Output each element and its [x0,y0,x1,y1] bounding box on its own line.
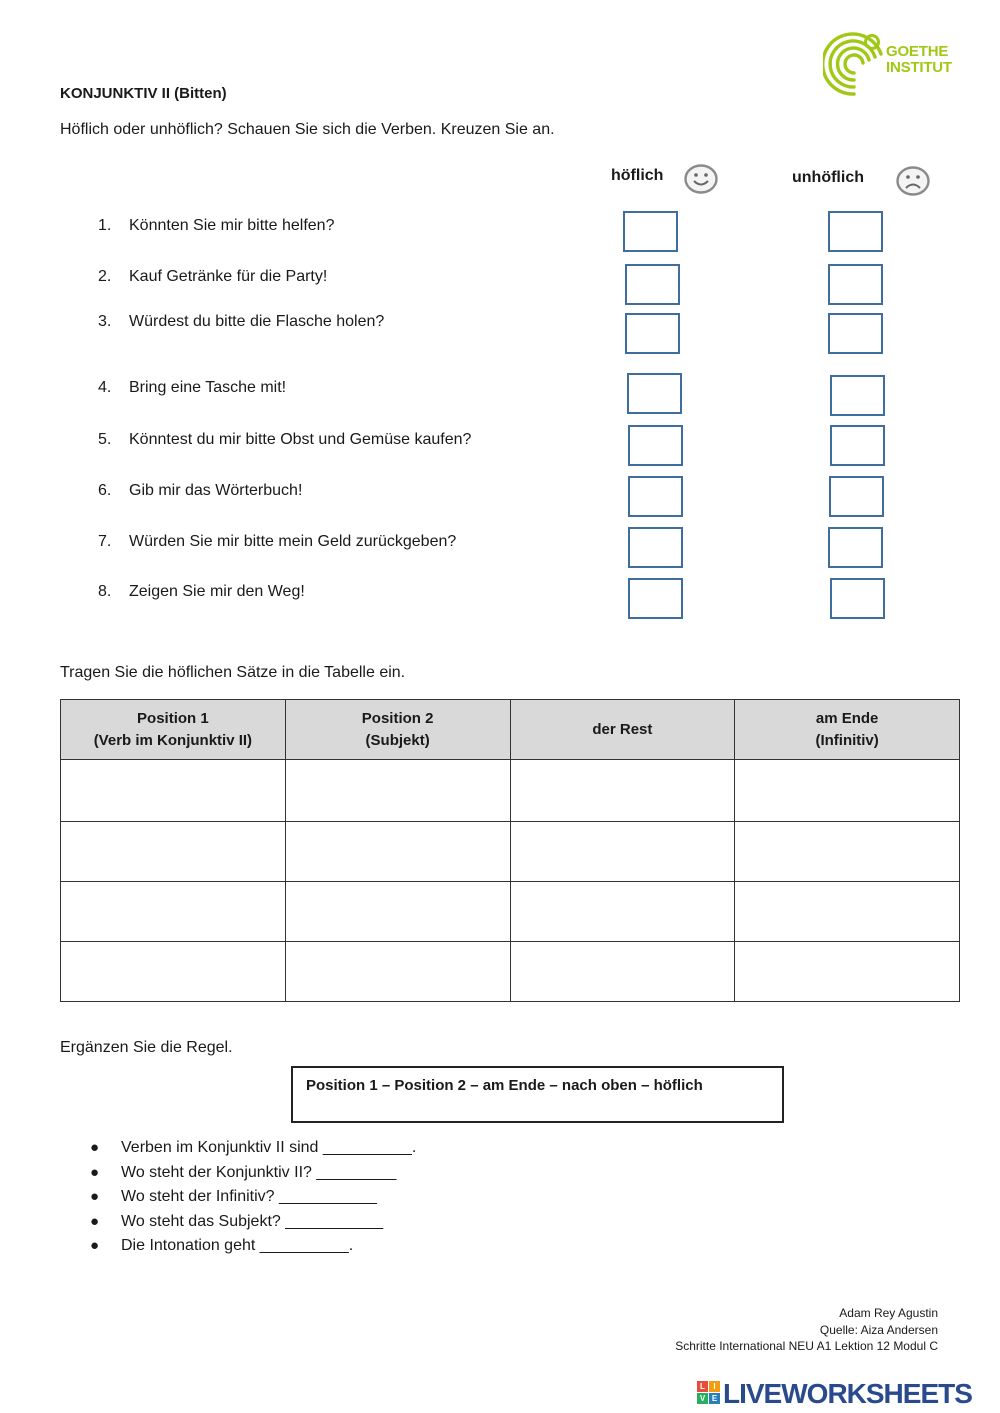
table-cell-input[interactable] [61,942,286,1002]
header-line: Position 1 [137,709,209,727]
rule-item[interactable] [90,1137,416,1162]
rule-item[interactable] [90,1162,416,1187]
rule-item[interactable] [90,1211,416,1236]
badge-letter: V [697,1393,708,1404]
header-line: (Subjekt) [365,731,430,749]
smiley-face-icon [683,163,719,195]
column-label-polite: höflich [611,167,664,184]
bullet-icon: ● [90,1212,100,1230]
rule-item[interactable] [90,1235,416,1260]
header-position-2 [285,700,510,760]
header-line: (Infinitiv) [815,731,879,749]
rule-list [90,1137,416,1260]
checkbox-polite-3[interactable] [625,313,680,354]
item-number: 8. [98,583,112,600]
bullet-icon: ● [90,1139,100,1156]
table-row [61,942,960,1002]
item-text: Gib mir das Wörterbuch! [129,482,303,499]
liveworksheets-badge-icon [697,1381,721,1405]
bullet-icon: ● [90,1237,100,1254]
exercise-item-8 [98,583,305,601]
item-number: 1. [98,217,112,234]
checkbox-impolite-2[interactable] [828,264,883,305]
table-cell-input[interactable] [61,760,286,822]
item-number: 2. [98,268,112,285]
checkbox-polite-7[interactable] [628,527,683,568]
badge-letter: E [709,1393,720,1404]
credit-source: Quelle: Aiza Andersen [819,1322,938,1337]
table-cell-input[interactable] [735,942,960,1002]
exercise-item-1 [98,217,334,235]
item-text: Könnten Sie mir bitte helfen? [129,217,335,234]
instruction-rule: Ergänzen Sie die Regel. [60,1039,233,1056]
table-cell-input[interactable] [510,760,735,822]
header-line: am Ende [815,709,879,727]
checkbox-impolite-4[interactable] [830,375,885,416]
logo-text [886,44,952,76]
table-cell-input[interactable] [510,822,735,882]
header-position-1 [61,700,286,760]
sentence-table [60,699,960,1002]
checkbox-impolite-3[interactable] [828,313,883,354]
item-text: Würden Sie mir bitte mein Geld zurückgeben? [129,533,457,550]
table-cell-input[interactable] [735,822,960,882]
table-row [61,822,960,882]
goethe-spiral-icon [823,30,885,98]
table-cell-input[interactable] [285,760,510,822]
item-text: Würdest du bitte die Flasche holen? [129,313,385,330]
worksheet-title: KONJUNKTIV II (Bitten) [60,85,227,102]
exercise-item-5 [98,431,471,449]
header-rest [510,700,735,760]
rule-text: Verben im Konjunktiv II sind __________. [121,1139,417,1156]
rule-text: Wo steht das Subjekt? ___________ [121,1212,384,1230]
checkbox-impolite-8[interactable] [830,578,885,619]
table-row [61,760,960,822]
instruction-crosses: Höflich oder unhöflich? Schauen Sie sich die Verben. Kreuzen Sie an. [60,121,555,138]
bullet-icon: ● [90,1188,100,1205]
goethe-institut-logo [823,30,953,98]
checkbox-polite-6[interactable] [628,476,683,517]
exercise-item-6 [98,482,302,500]
checkbox-polite-5[interactable] [628,425,683,466]
credits [675,1305,938,1355]
item-text: Bring eine Tasche mit! [129,379,287,396]
exercise-item-7 [98,533,456,551]
item-number: 7. [98,533,112,550]
liveworksheets-wordmark: LIVEWORKSHEETS [723,1378,972,1409]
exercise-item-2 [98,268,327,286]
table-cell-input[interactable] [285,822,510,882]
header-line: (Verb im Konjunktiv II) [93,731,253,749]
checkbox-impolite-5[interactable] [830,425,885,466]
badge-letter: I [709,1381,720,1392]
checkbox-impolite-6[interactable] [829,476,884,517]
logo-line2: INSTITUT [886,59,952,76]
header-line: der Rest [592,720,653,738]
exercise-item-3 [98,313,384,331]
checkbox-polite-4[interactable] [627,373,682,414]
checkbox-polite-2[interactable] [625,264,680,305]
logo-line1: GOETHE [886,43,949,60]
checkbox-impolite-7[interactable] [828,527,883,568]
table-cell-input[interactable] [510,942,735,1002]
frowning-face-icon [895,165,931,197]
credit-book: Schritte International NEU A1 Lektion 12 Modul C [675,1339,938,1353]
checkbox-polite-1[interactable] [623,211,678,252]
word-bank-box: Position 1 – Position 2 – am Ende – nach oben – höflich [291,1066,784,1123]
item-text: Zeigen Sie mir den Weg! [129,583,305,600]
header-line: Position 2 [361,709,434,727]
exercise-item-4 [98,379,286,397]
bullet-icon: ● [90,1163,100,1181]
item-number: 5. [98,431,112,448]
rule-text: Wo steht der Infinitiv? ___________ [121,1188,377,1205]
rule-text: Die Intonation geht __________. [121,1237,354,1254]
table-row [61,882,960,942]
table-cell-input[interactable] [285,882,510,942]
rule-text: Wo steht der Konjunktiv II? _________ [121,1163,397,1181]
table-cell-input[interactable] [735,882,960,942]
badge-letter: L [697,1381,708,1392]
header-end [735,700,960,760]
item-number: 6. [98,482,112,499]
credit-author: Adam Rey Agustin [839,1306,938,1320]
table-cell-input[interactable] [61,822,286,882]
checkbox-impolite-1[interactable] [828,211,883,252]
table-cell-input[interactable] [735,760,960,822]
item-text: Kauf Getränke für die Party! [129,268,328,285]
item-number: 4. [98,379,112,396]
item-text: Könntest du mir bitte Obst und Gemüse kaufen? [129,431,472,448]
table-cell-input[interactable] [510,882,735,942]
table-cell-input[interactable] [61,882,286,942]
item-number: 3. [98,313,112,330]
table-header-row [61,700,960,760]
instruction-table: Tragen Sie die höflichen Sätze in die Tabelle ein. [60,664,406,681]
table-cell-input[interactable] [285,942,510,1002]
checkbox-polite-8[interactable] [628,578,683,619]
rule-item[interactable] [90,1186,416,1211]
column-label-impolite: unhöflich [792,169,864,186]
